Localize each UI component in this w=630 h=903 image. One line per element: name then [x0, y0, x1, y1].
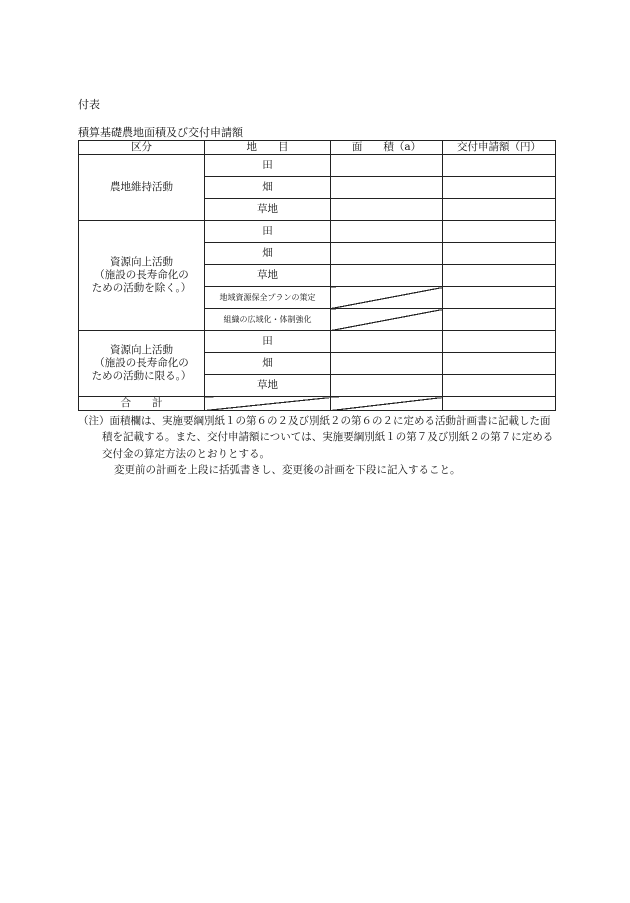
category-cell — [79, 155, 205, 221]
table-row — [79, 221, 556, 243]
total-row — [79, 397, 556, 411]
notes — [78, 413, 558, 478]
category-cell — [79, 221, 205, 331]
amount-cell[interactable] — [443, 331, 556, 353]
amount-cell[interactable] — [443, 287, 556, 309]
total-label: 合 計 — [79, 397, 205, 411]
area-cell[interactable] — [331, 199, 443, 221]
table-header-row — [79, 141, 556, 155]
land-type-cell: 田 — [205, 331, 331, 353]
appendix-label: 付表 — [78, 98, 100, 111]
total-land-type-crossed — [205, 397, 331, 411]
column-header: 交付申請額（円） — [443, 141, 556, 155]
land-type-cell: 草地 — [205, 375, 331, 397]
area-cell[interactable] — [331, 353, 443, 375]
area-cell[interactable] — [331, 375, 443, 397]
land-type-cell: 田 — [205, 221, 331, 243]
note-area: （注）面積欄は、実施要綱別紙１の第６の２及び別紙２の第６の２に定める活動計画書に記載した面積を記載する。また、交付申請額については、実施要綱別紙１の第７及び別紙２の第７に定める交付金の算定方法のとおりとする。 — [78, 415, 554, 460]
area-cell-crossed — [331, 309, 443, 331]
land-type-cell: 地域資源保全プランの策定 — [205, 287, 331, 309]
area-cell[interactable] — [331, 243, 443, 265]
amount-cell[interactable] — [443, 221, 556, 243]
column-header: 地 目 — [205, 141, 331, 155]
land-type-cell: 畑 — [205, 243, 331, 265]
amount-cell[interactable] — [443, 155, 556, 177]
note-change: 変更前の計画を上段に括弧書きし、変更後の計画を下段に記入すること。 — [114, 463, 461, 476]
area-cell-crossed — [331, 287, 443, 309]
area-cell[interactable] — [331, 155, 443, 177]
amount-cell[interactable] — [443, 265, 556, 287]
area-cell[interactable] — [331, 221, 443, 243]
amount-cell[interactable] — [443, 353, 556, 375]
table-row — [79, 155, 556, 177]
total-amount-cell[interactable] — [443, 397, 556, 411]
category-label: 資源向上活動 （施設の長寿命化の ための活動に限る。） — [91, 343, 192, 383]
column-header: 面 積（a） — [331, 141, 443, 155]
land-type-cell: 畑 — [205, 353, 331, 375]
amount-cell[interactable] — [443, 375, 556, 397]
area-cell[interactable] — [331, 177, 443, 199]
amount-cell[interactable] — [443, 243, 556, 265]
land-type-cell: 草地 — [205, 199, 331, 221]
category-label: 農地維持活動 — [110, 181, 173, 194]
amount-cell[interactable] — [443, 309, 556, 331]
column-header: 区分 — [79, 141, 205, 155]
subsidy-table — [78, 140, 556, 411]
land-type-cell: 畑 — [205, 177, 331, 199]
category-cell — [79, 331, 205, 397]
table-title: 積算基礎農地面積及び交付申請額 — [78, 126, 243, 139]
land-type-cell: 組織の広域化・体制強化 — [205, 309, 331, 331]
area-cell[interactable] — [331, 265, 443, 287]
land-type-cell: 草地 — [205, 265, 331, 287]
area-cell[interactable] — [331, 331, 443, 353]
amount-cell[interactable] — [443, 177, 556, 199]
table-row — [79, 331, 556, 353]
land-type-cell: 田 — [205, 155, 331, 177]
category-label: 資源向上活動 （施設の長寿命化の ための活動を除く。） — [91, 255, 192, 295]
amount-cell[interactable] — [443, 199, 556, 221]
total-area-crossed — [331, 397, 443, 411]
